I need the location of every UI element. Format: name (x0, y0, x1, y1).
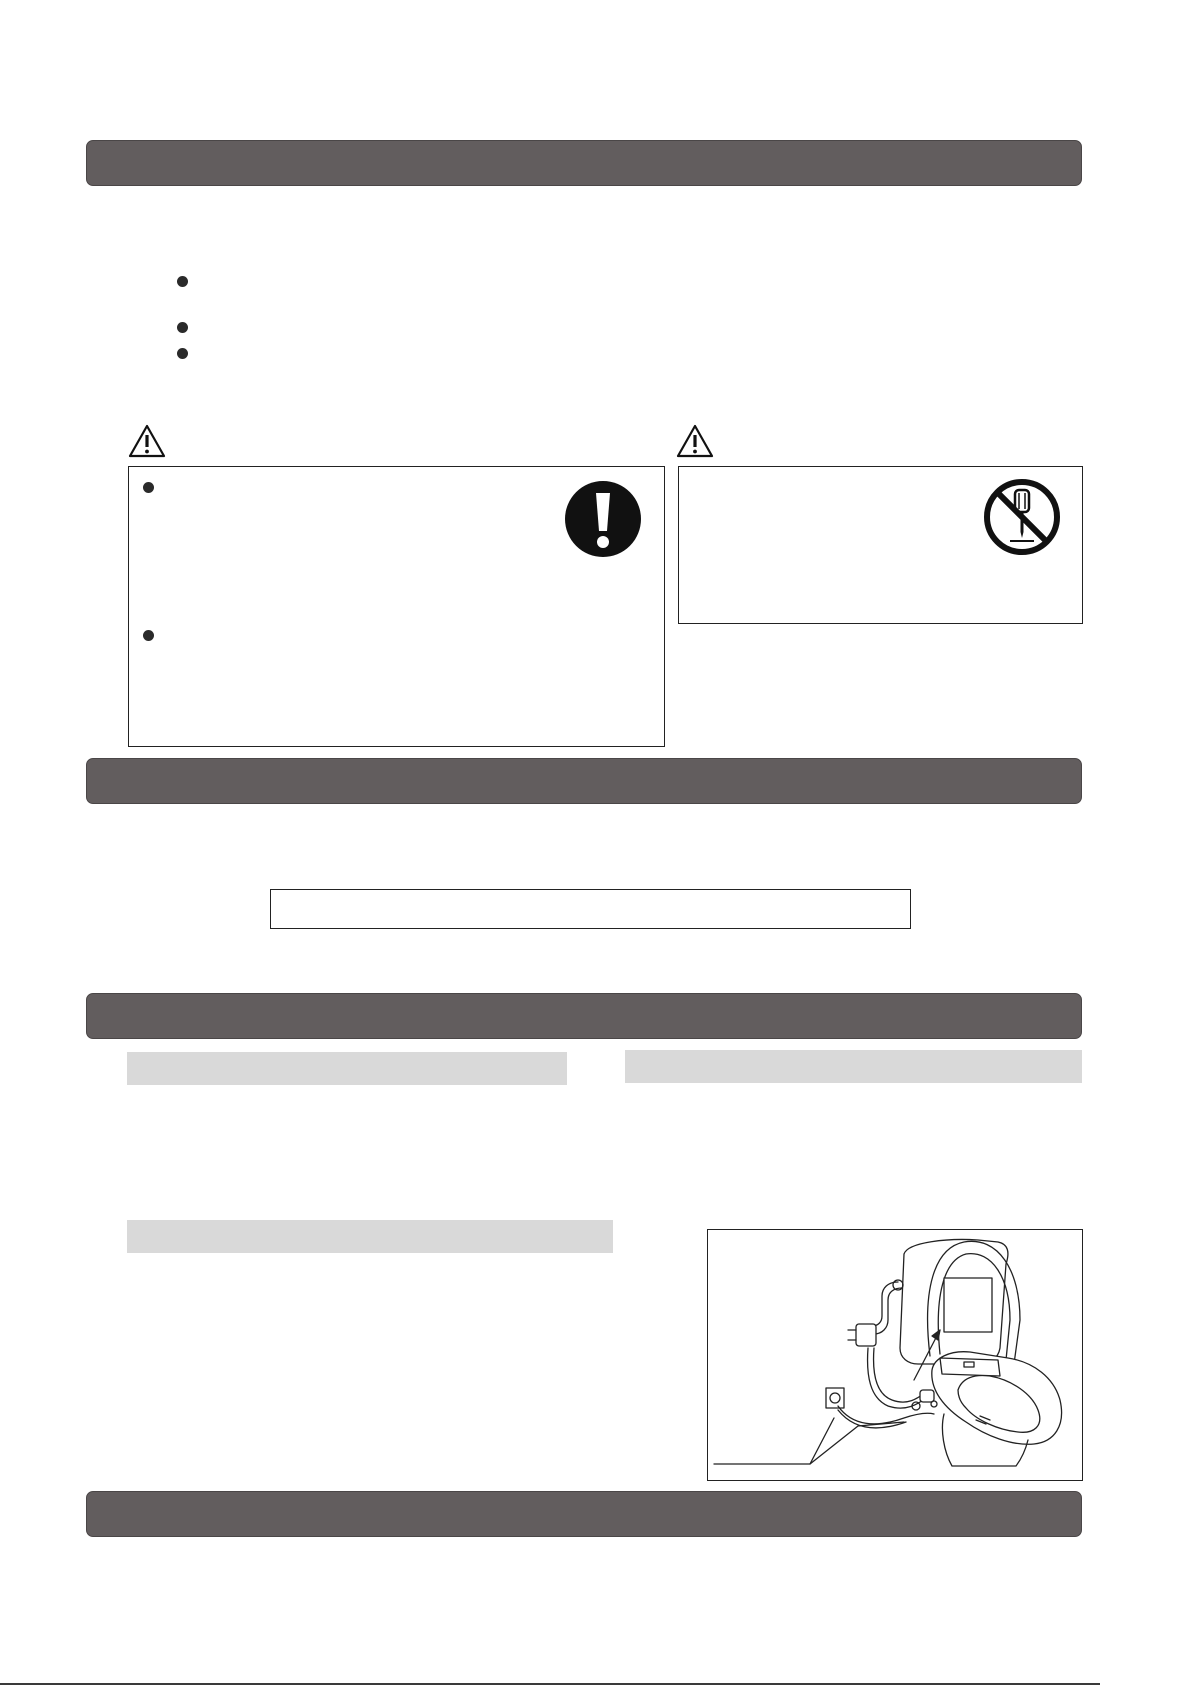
subsection-header-1 (127, 1052, 567, 1085)
bullet-dot (177, 276, 188, 287)
bidet-toilet-seat-illustration (708, 1230, 1082, 1480)
section-header-4 (86, 1491, 1082, 1537)
bullet-dot (177, 348, 188, 359)
section-header-2 (86, 758, 1082, 804)
section-header-1 (86, 140, 1082, 186)
subsection-header-3 (127, 1220, 613, 1253)
warning-triangle-icon (128, 424, 166, 458)
bullet-dot (143, 630, 154, 641)
do-not-disassemble-icon (982, 477, 1062, 557)
caution-triangle-icon (676, 424, 714, 458)
mandatory-action-icon (564, 479, 642, 559)
bullet-dot (143, 482, 154, 493)
subsection-header-2 (625, 1050, 1082, 1083)
section-header-3 (86, 993, 1082, 1039)
product-illustration-frame (707, 1229, 1083, 1481)
bullet-dot (177, 322, 188, 333)
warning-box (128, 466, 665, 747)
note-box (270, 889, 911, 929)
caution-box (678, 466, 1083, 624)
